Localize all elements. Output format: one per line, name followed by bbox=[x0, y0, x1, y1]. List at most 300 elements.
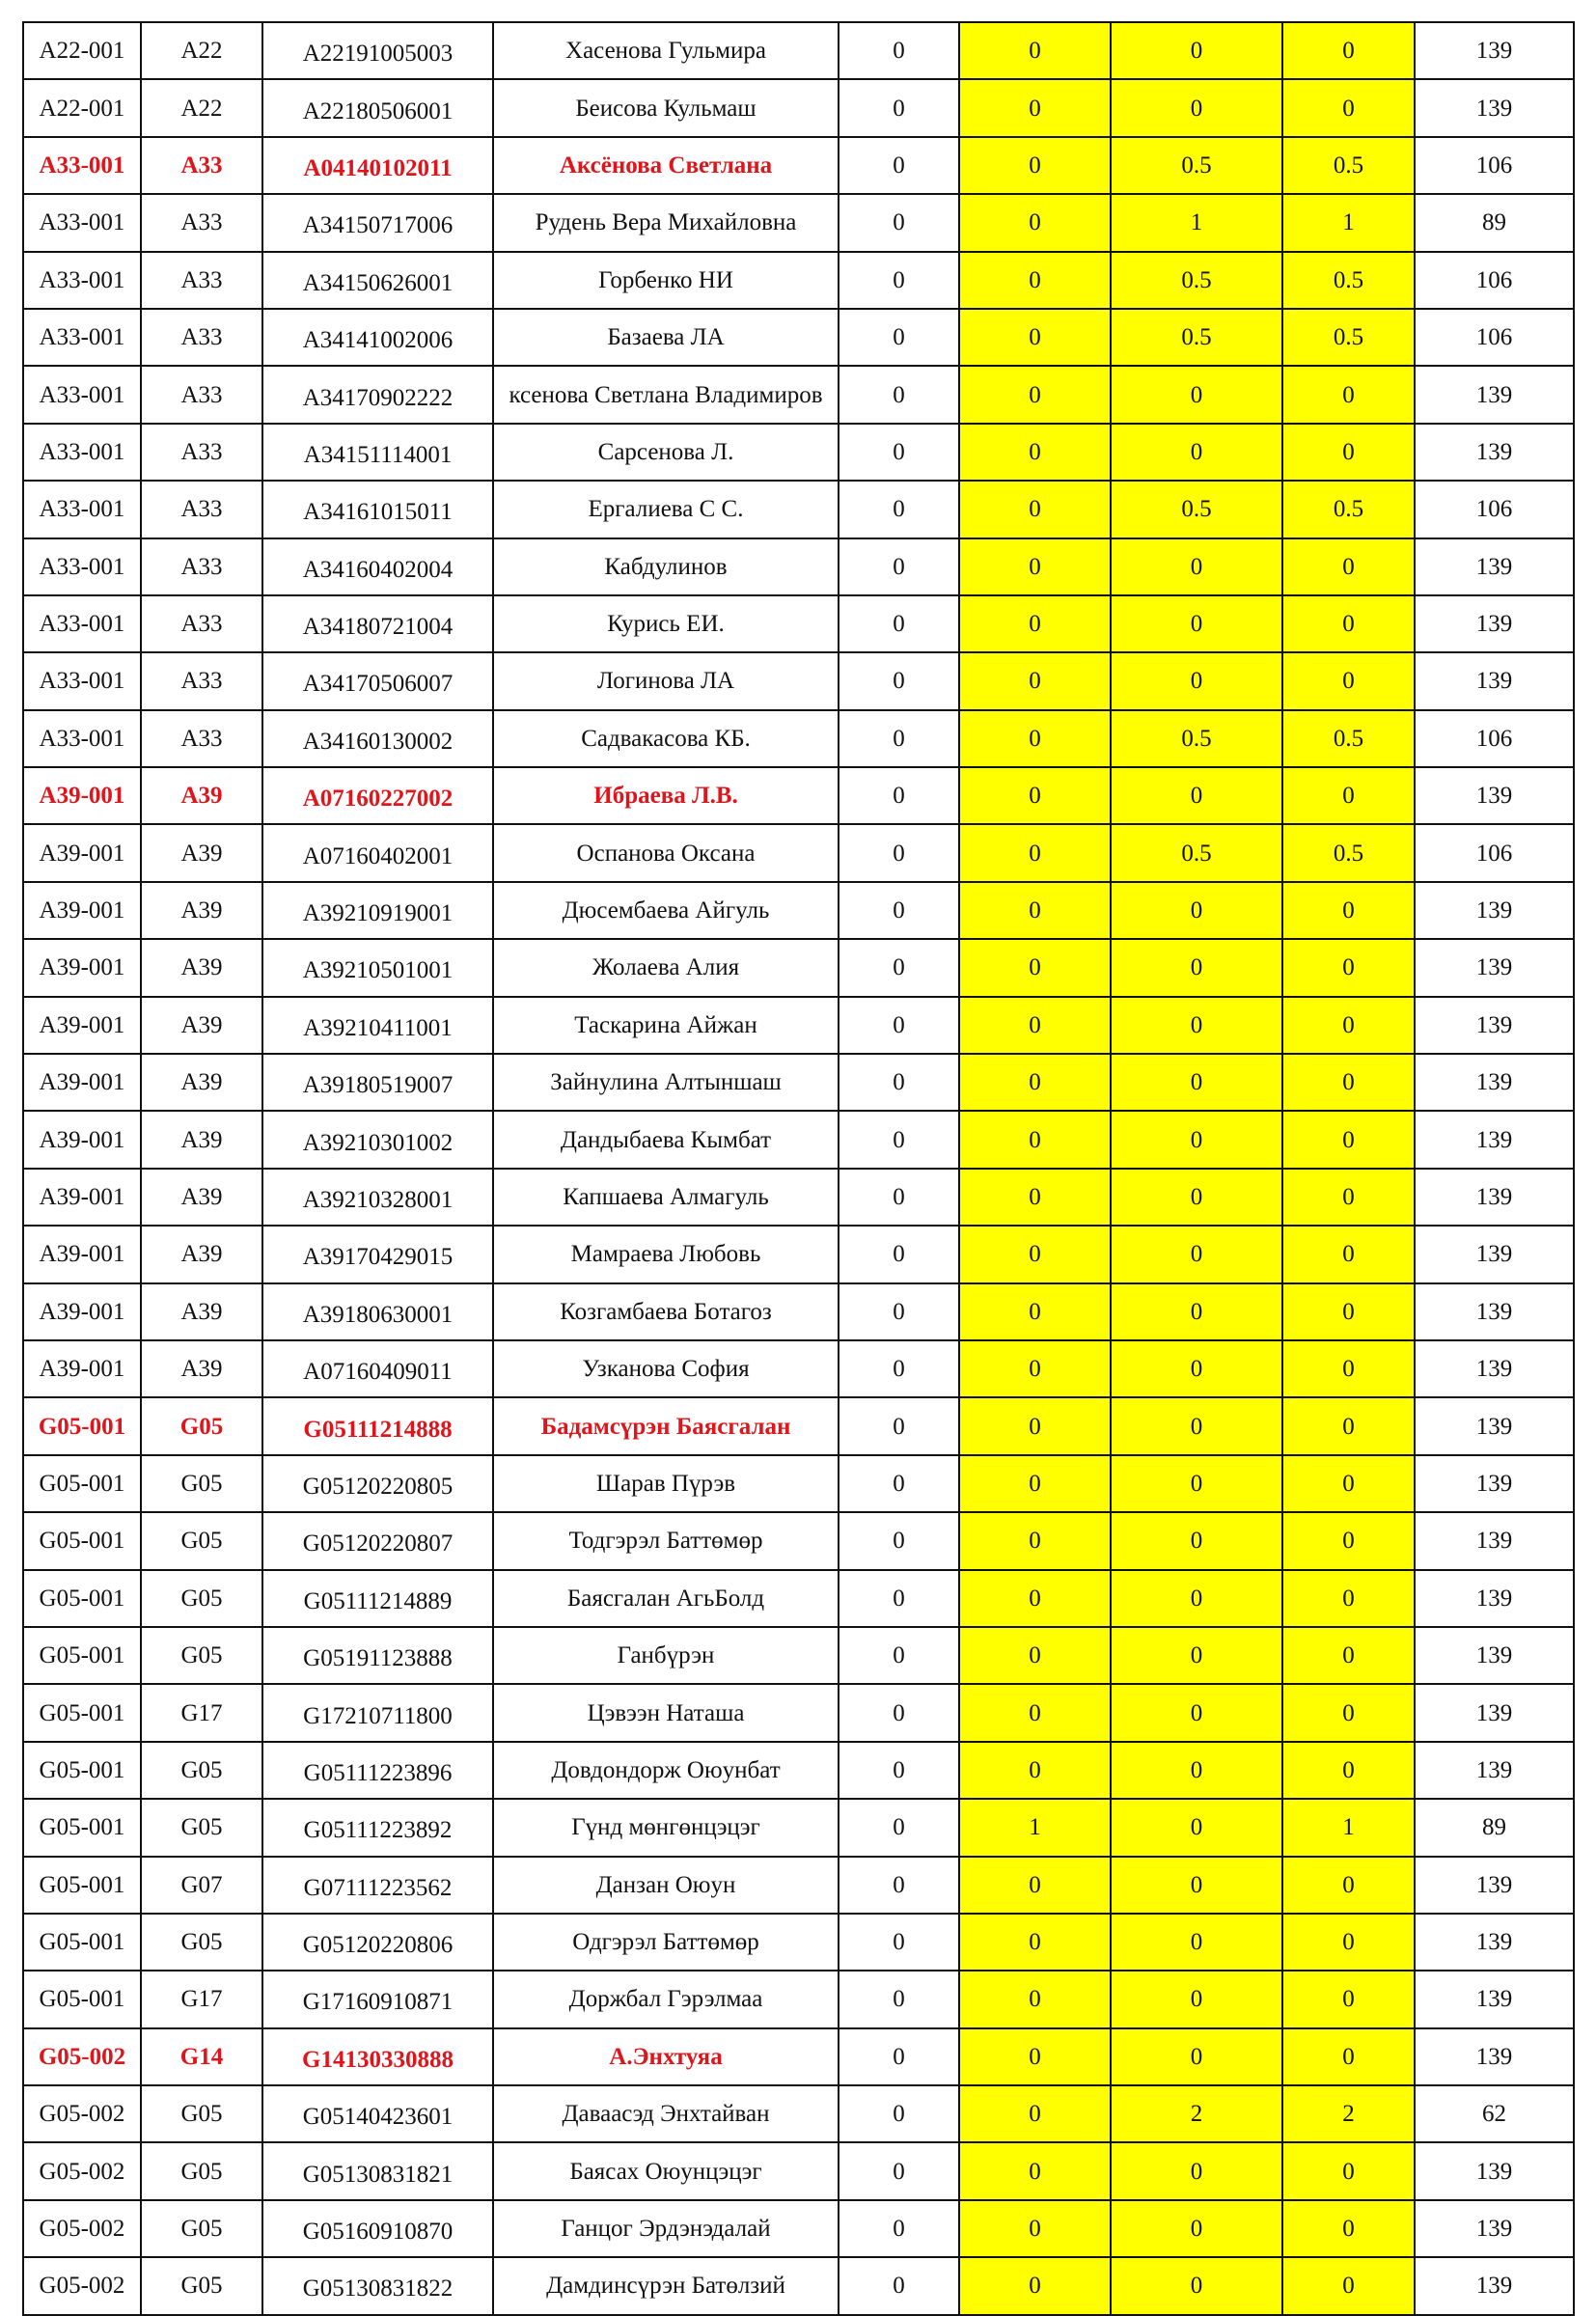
branch-code-cell: A39-001 bbox=[23, 1226, 141, 1282]
value-cell-4: 0 bbox=[1282, 595, 1415, 652]
branch-code-cell: G05-001 bbox=[23, 1455, 141, 1512]
total-cell: 106 bbox=[1415, 252, 1574, 309]
value-cell-4: 0 bbox=[1282, 1971, 1415, 2027]
member-id-cell: G05140423601 bbox=[262, 2085, 493, 2142]
branch-code-cell: A39-001 bbox=[23, 824, 141, 881]
value-cell-1: 0 bbox=[839, 309, 959, 366]
member-id-cell: G05160910870 bbox=[262, 2200, 493, 2257]
value-cell-2: 0 bbox=[959, 1627, 1111, 1684]
group-code-cell: A22 bbox=[141, 22, 262, 79]
table-row bbox=[23, 1111, 1574, 1168]
branch-code-cell: A33-001 bbox=[23, 309, 141, 366]
value-cell-4: 0 bbox=[1282, 424, 1415, 481]
total-cell: 139 bbox=[1415, 1283, 1574, 1340]
value-cell-1: 0 bbox=[839, 1512, 959, 1569]
value-cell-2: 0 bbox=[959, 1169, 1111, 1226]
value-cell-4: 0 bbox=[1282, 1169, 1415, 1226]
member-id-cell: G05120220805 bbox=[262, 1455, 493, 1512]
value-cell-3: 0.5 bbox=[1111, 309, 1282, 366]
value-cell-3: 0 bbox=[1111, 1054, 1282, 1111]
value-cell-1: 0 bbox=[839, 1914, 959, 1971]
member-name-cell: Беисова Кульмаш bbox=[493, 79, 839, 136]
member-id-cell: G05120220806 bbox=[262, 1914, 493, 1971]
value-cell-2: 0 bbox=[959, 79, 1111, 136]
value-cell-2: 0 bbox=[959, 1742, 1111, 1799]
value-cell-2: 0 bbox=[959, 424, 1111, 481]
value-cell-1: 0 bbox=[839, 1340, 959, 1397]
value-cell-3: 0.5 bbox=[1111, 824, 1282, 881]
table-row bbox=[23, 710, 1574, 767]
value-cell-4: 0 bbox=[1282, 1857, 1415, 1914]
value-cell-3: 0 bbox=[1111, 1799, 1282, 1856]
branch-code-cell: A33-001 bbox=[23, 252, 141, 309]
table-row bbox=[23, 1799, 1574, 1856]
data-table bbox=[22, 21, 1575, 2316]
total-cell: 139 bbox=[1415, 1570, 1574, 1627]
total-cell: 139 bbox=[1415, 595, 1574, 652]
value-cell-1: 0 bbox=[839, 366, 959, 423]
total-cell: 139 bbox=[1415, 1627, 1574, 1684]
branch-code-cell: G05-001 bbox=[23, 1857, 141, 1914]
branch-code-cell: A39-001 bbox=[23, 1283, 141, 1340]
group-code-cell: G05 bbox=[141, 1512, 262, 1569]
total-cell: 139 bbox=[1415, 1169, 1574, 1226]
total-cell: 139 bbox=[1415, 1684, 1574, 1741]
value-cell-2: 0 bbox=[959, 538, 1111, 595]
branch-code-cell: A33-001 bbox=[23, 194, 141, 251]
branch-code-cell: A22-001 bbox=[23, 22, 141, 79]
member-name-cell: Рудень Вера Михайловна bbox=[493, 194, 839, 251]
group-code-cell: G14 bbox=[141, 2028, 262, 2085]
table-row bbox=[23, 1340, 1574, 1397]
value-cell-2: 0 bbox=[959, 997, 1111, 1054]
value-cell-2: 0 bbox=[959, 309, 1111, 366]
value-cell-4: 0 bbox=[1282, 2200, 1415, 2257]
group-code-cell: A33 bbox=[141, 194, 262, 251]
value-cell-2: 0 bbox=[959, 194, 1111, 251]
value-cell-4: 0.5 bbox=[1282, 481, 1415, 538]
branch-code-cell: A39-001 bbox=[23, 1054, 141, 1111]
branch-code-cell: G05-001 bbox=[23, 1799, 141, 1856]
value-cell-3: 0 bbox=[1111, 1742, 1282, 1799]
member-name-cell: Козгамбаева Ботагоз bbox=[493, 1283, 839, 1340]
value-cell-3: 0 bbox=[1111, 997, 1282, 1054]
branch-code-cell: G05-002 bbox=[23, 2085, 141, 2142]
member-id-cell: G05111214889 bbox=[262, 1570, 493, 1627]
member-id-cell: G17160910871 bbox=[262, 1971, 493, 2027]
branch-code-cell: A33-001 bbox=[23, 652, 141, 709]
value-cell-4: 0 bbox=[1282, 1111, 1415, 1168]
table-row bbox=[23, 1226, 1574, 1282]
value-cell-1: 0 bbox=[839, 424, 959, 481]
value-cell-4: 0 bbox=[1282, 652, 1415, 709]
total-cell: 139 bbox=[1415, 1226, 1574, 1282]
member-name-cell: Кабдулинов bbox=[493, 538, 839, 595]
total-cell: 106 bbox=[1415, 710, 1574, 767]
value-cell-3: 0 bbox=[1111, 1971, 1282, 2027]
value-cell-2: 0 bbox=[959, 1283, 1111, 1340]
member-name-cell: Баясгалан АгьБолд bbox=[493, 1570, 839, 1627]
table-row bbox=[23, 1684, 1574, 1741]
member-name-cell: Капшаева Алмагуль bbox=[493, 1169, 839, 1226]
member-name-cell: Шарав Пүрэв bbox=[493, 1455, 839, 1512]
value-cell-1: 0 bbox=[839, 1054, 959, 1111]
member-name-cell: Садвакасова КБ. bbox=[493, 710, 839, 767]
value-cell-2: 0 bbox=[959, 1512, 1111, 1569]
table-row bbox=[23, 824, 1574, 881]
group-code-cell: A39 bbox=[141, 1340, 262, 1397]
value-cell-4: 0 bbox=[1282, 2257, 1415, 2314]
member-name-cell: Мамраева Любовь bbox=[493, 1226, 839, 1282]
value-cell-1: 0 bbox=[839, 2257, 959, 2314]
total-cell: 139 bbox=[1415, 79, 1574, 136]
value-cell-2: 0 bbox=[959, 2257, 1111, 2314]
value-cell-2: 0 bbox=[959, 2085, 1111, 2142]
value-cell-3: 0.5 bbox=[1111, 137, 1282, 194]
group-code-cell: G05 bbox=[141, 2085, 262, 2142]
group-code-cell: A39 bbox=[141, 939, 262, 996]
value-cell-2: 0 bbox=[959, 22, 1111, 79]
member-name-cell: Дандыбаева Кымбат bbox=[493, 1111, 839, 1168]
member-id-cell: G05130831821 bbox=[262, 2142, 493, 2199]
value-cell-3: 0 bbox=[1111, 366, 1282, 423]
value-cell-3: 0.5 bbox=[1111, 252, 1282, 309]
value-cell-3: 0 bbox=[1111, 1570, 1282, 1627]
value-cell-2: 0 bbox=[959, 1340, 1111, 1397]
value-cell-1: 0 bbox=[839, 137, 959, 194]
member-name-cell: Ганцог Эрдэнэдалай bbox=[493, 2200, 839, 2257]
value-cell-2: 0 bbox=[959, 767, 1111, 824]
member-name-cell: Тодгэрэл Баттөмөр bbox=[493, 1512, 839, 1569]
group-code-cell: G05 bbox=[141, 2200, 262, 2257]
value-cell-1: 0 bbox=[839, 1971, 959, 2027]
table-row bbox=[23, 252, 1574, 309]
total-cell: 139 bbox=[1415, 2257, 1574, 2314]
branch-code-cell: G05-001 bbox=[23, 1627, 141, 1684]
member-name-cell: Данзан Оюун bbox=[493, 1857, 839, 1914]
value-cell-3: 0 bbox=[1111, 1512, 1282, 1569]
group-code-cell: G17 bbox=[141, 1971, 262, 2027]
member-name-cell: Одгэрэл Баттөмөр bbox=[493, 1914, 839, 1971]
value-cell-2: 0 bbox=[959, 481, 1111, 538]
value-cell-3: 0 bbox=[1111, 1397, 1282, 1454]
branch-code-cell: A39-001 bbox=[23, 1111, 141, 1168]
value-cell-3: 0 bbox=[1111, 22, 1282, 79]
value-cell-1: 0 bbox=[839, 824, 959, 881]
branch-code-cell: A39-001 bbox=[23, 997, 141, 1054]
value-cell-4: 0 bbox=[1282, 1397, 1415, 1454]
member-id-cell: A39180519007 bbox=[262, 1054, 493, 1111]
member-id-cell: A39210501001 bbox=[262, 939, 493, 996]
group-code-cell: A22 bbox=[141, 79, 262, 136]
total-cell: 139 bbox=[1415, 1742, 1574, 1799]
value-cell-3: 0 bbox=[1111, 2200, 1282, 2257]
member-id-cell: G05111214888 bbox=[262, 1397, 493, 1454]
branch-code-cell: A33-001 bbox=[23, 137, 141, 194]
value-cell-3: 0 bbox=[1111, 1340, 1282, 1397]
value-cell-3: 1 bbox=[1111, 194, 1282, 251]
branch-code-cell: G05-001 bbox=[23, 1914, 141, 1971]
value-cell-1: 0 bbox=[839, 2142, 959, 2199]
group-code-cell: A39 bbox=[141, 767, 262, 824]
total-cell: 139 bbox=[1415, 424, 1574, 481]
value-cell-4: 0 bbox=[1282, 2142, 1415, 2199]
total-cell: 139 bbox=[1415, 1397, 1574, 1454]
value-cell-3: 0 bbox=[1111, 2257, 1282, 2314]
value-cell-3: 0 bbox=[1111, 1111, 1282, 1168]
value-cell-3: 0 bbox=[1111, 1684, 1282, 1741]
value-cell-3: 0 bbox=[1111, 1857, 1282, 1914]
member-name-cell: Логинова ЛА bbox=[493, 652, 839, 709]
total-cell: 139 bbox=[1415, 2028, 1574, 2085]
group-code-cell: G05 bbox=[141, 1455, 262, 1512]
value-cell-1: 0 bbox=[839, 997, 959, 1054]
value-cell-1: 0 bbox=[839, 2200, 959, 2257]
value-cell-2: 1 bbox=[959, 1799, 1111, 1856]
member-name-cell: Бадамсүрэн Баясгалан bbox=[493, 1397, 839, 1454]
value-cell-3: 0 bbox=[1111, 1283, 1282, 1340]
total-cell: 139 bbox=[1415, 538, 1574, 595]
group-code-cell: A33 bbox=[141, 652, 262, 709]
value-cell-2: 0 bbox=[959, 2028, 1111, 2085]
value-cell-3: 0 bbox=[1111, 538, 1282, 595]
value-cell-1: 0 bbox=[839, 595, 959, 652]
total-cell: 139 bbox=[1415, 2142, 1574, 2199]
value-cell-1: 0 bbox=[839, 22, 959, 79]
value-cell-2: 0 bbox=[959, 882, 1111, 939]
value-cell-3: 0 bbox=[1111, 767, 1282, 824]
table-row bbox=[23, 366, 1574, 423]
value-cell-4: 0 bbox=[1282, 1914, 1415, 1971]
branch-code-cell: A39-001 bbox=[23, 1340, 141, 1397]
member-name-cell: Доржбал Гэрэлмаа bbox=[493, 1971, 839, 2027]
member-name-cell: Ибраева Л.В. bbox=[493, 767, 839, 824]
group-code-cell: G05 bbox=[141, 1799, 262, 1856]
table-row bbox=[23, 1627, 1574, 1684]
total-cell: 106 bbox=[1415, 137, 1574, 194]
member-name-cell: Ганбүрэн bbox=[493, 1627, 839, 1684]
value-cell-1: 0 bbox=[839, 710, 959, 767]
member-id-cell: A07160227002 bbox=[262, 767, 493, 824]
value-cell-1: 0 bbox=[839, 882, 959, 939]
member-id-cell: G05191123888 bbox=[262, 1627, 493, 1684]
table-row bbox=[23, 1397, 1574, 1454]
value-cell-1: 0 bbox=[839, 1397, 959, 1454]
total-cell: 106 bbox=[1415, 481, 1574, 538]
value-cell-4: 0 bbox=[1282, 366, 1415, 423]
branch-code-cell: A33-001 bbox=[23, 366, 141, 423]
value-cell-2: 0 bbox=[959, 366, 1111, 423]
table-row bbox=[23, 1570, 1574, 1627]
group-code-cell: A39 bbox=[141, 824, 262, 881]
value-cell-4: 1 bbox=[1282, 1799, 1415, 1856]
value-cell-1: 0 bbox=[839, 538, 959, 595]
group-code-cell: G05 bbox=[141, 1627, 262, 1684]
total-cell: 139 bbox=[1415, 366, 1574, 423]
total-cell: 139 bbox=[1415, 997, 1574, 1054]
value-cell-1: 0 bbox=[839, 1283, 959, 1340]
member-id-cell: G14130330888 bbox=[262, 2028, 493, 2085]
group-code-cell: G05 bbox=[141, 1570, 262, 1627]
value-cell-3: 0 bbox=[1111, 1455, 1282, 1512]
value-cell-1: 0 bbox=[839, 1742, 959, 1799]
member-name-cell: Ергалиева С С. bbox=[493, 481, 839, 538]
branch-code-cell: G05-001 bbox=[23, 1570, 141, 1627]
group-code-cell: A33 bbox=[141, 481, 262, 538]
value-cell-4: 0.5 bbox=[1282, 252, 1415, 309]
table-body bbox=[23, 22, 1574, 2315]
branch-code-cell: G05-001 bbox=[23, 1971, 141, 2027]
member-name-cell: Аксёнова Светлана bbox=[493, 137, 839, 194]
branch-code-cell: A33-001 bbox=[23, 538, 141, 595]
value-cell-1: 0 bbox=[839, 481, 959, 538]
table-row bbox=[23, 1054, 1574, 1111]
value-cell-4: 0.5 bbox=[1282, 309, 1415, 366]
value-cell-4: 0 bbox=[1282, 1684, 1415, 1741]
member-id-cell: A39210919001 bbox=[262, 882, 493, 939]
member-name-cell: Оспанова Оксана bbox=[493, 824, 839, 881]
group-code-cell: A33 bbox=[141, 595, 262, 652]
table-row bbox=[23, 2028, 1574, 2085]
member-name-cell: Цэвээн Наташа bbox=[493, 1684, 839, 1741]
value-cell-2: 0 bbox=[959, 1054, 1111, 1111]
value-cell-2: 0 bbox=[959, 1971, 1111, 2027]
value-cell-3: 0 bbox=[1111, 652, 1282, 709]
value-cell-4: 0 bbox=[1282, 538, 1415, 595]
table-row bbox=[23, 1914, 1574, 1971]
value-cell-4: 0 bbox=[1282, 882, 1415, 939]
value-cell-3: 0 bbox=[1111, 2028, 1282, 2085]
branch-code-cell: A22-001 bbox=[23, 79, 141, 136]
table-row bbox=[23, 1455, 1574, 1512]
table-row bbox=[23, 2200, 1574, 2257]
member-id-cell: A39210301002 bbox=[262, 1111, 493, 1168]
branch-code-cell: G05-002 bbox=[23, 2257, 141, 2314]
value-cell-4: 0 bbox=[1282, 1283, 1415, 1340]
value-cell-4: 2 bbox=[1282, 2085, 1415, 2142]
value-cell-1: 0 bbox=[839, 1111, 959, 1168]
value-cell-1: 0 bbox=[839, 1799, 959, 1856]
branch-code-cell: G05-001 bbox=[23, 1742, 141, 1799]
table-row bbox=[23, 1742, 1574, 1799]
table-row bbox=[23, 1857, 1574, 1914]
member-id-cell: G05120220807 bbox=[262, 1512, 493, 1569]
value-cell-3: 0.5 bbox=[1111, 710, 1282, 767]
member-id-cell: A39210328001 bbox=[262, 1169, 493, 1226]
member-id-cell: A07160409011 bbox=[262, 1340, 493, 1397]
value-cell-1: 0 bbox=[839, 767, 959, 824]
branch-code-cell: G05-002 bbox=[23, 2142, 141, 2199]
total-cell: 139 bbox=[1415, 652, 1574, 709]
table-row bbox=[23, 767, 1574, 824]
table-row bbox=[23, 79, 1574, 136]
table-row bbox=[23, 997, 1574, 1054]
member-name-cell: Узканова София bbox=[493, 1340, 839, 1397]
group-code-cell: A33 bbox=[141, 366, 262, 423]
value-cell-4: 1 bbox=[1282, 194, 1415, 251]
value-cell-1: 0 bbox=[839, 1684, 959, 1741]
member-id-cell: A34150717006 bbox=[262, 194, 493, 251]
value-cell-4: 0 bbox=[1282, 997, 1415, 1054]
total-cell: 139 bbox=[1415, 22, 1574, 79]
value-cell-2: 0 bbox=[959, 1857, 1111, 1914]
table-row bbox=[23, 939, 1574, 996]
member-name-cell: Таскарина Айжан bbox=[493, 997, 839, 1054]
total-cell: 89 bbox=[1415, 1799, 1574, 1856]
value-cell-4: 0 bbox=[1282, 79, 1415, 136]
value-cell-4: 0 bbox=[1282, 939, 1415, 996]
branch-code-cell: A39-001 bbox=[23, 882, 141, 939]
member-id-cell: A22191005003 bbox=[262, 22, 493, 79]
branch-code-cell: A33-001 bbox=[23, 710, 141, 767]
value-cell-1: 0 bbox=[839, 252, 959, 309]
total-cell: 89 bbox=[1415, 194, 1574, 251]
group-code-cell: A33 bbox=[141, 424, 262, 481]
member-id-cell: A34151114001 bbox=[262, 424, 493, 481]
total-cell: 139 bbox=[1415, 1512, 1574, 1569]
value-cell-3: 0 bbox=[1111, 882, 1282, 939]
value-cell-3: 0.5 bbox=[1111, 481, 1282, 538]
value-cell-1: 0 bbox=[839, 2085, 959, 2142]
member-name-cell: Хасенова Гульмира bbox=[493, 22, 839, 79]
value-cell-3: 0 bbox=[1111, 1914, 1282, 1971]
group-code-cell: G05 bbox=[141, 1397, 262, 1454]
table-row bbox=[23, 1169, 1574, 1226]
table-row bbox=[23, 595, 1574, 652]
value-cell-2: 0 bbox=[959, 252, 1111, 309]
group-code-cell: A33 bbox=[141, 309, 262, 366]
member-id-cell: A34161015011 bbox=[262, 481, 493, 538]
value-cell-4: 0 bbox=[1282, 1455, 1415, 1512]
member-id-cell: G07111223562 bbox=[262, 1857, 493, 1914]
member-name-cell: Дамдинсүрэн Батөлзий bbox=[493, 2257, 839, 2314]
member-id-cell: A34180721004 bbox=[262, 595, 493, 652]
table-row bbox=[23, 137, 1574, 194]
value-cell-4: 0.5 bbox=[1282, 710, 1415, 767]
table-row bbox=[23, 2142, 1574, 2199]
member-id-cell: A34160130002 bbox=[262, 710, 493, 767]
group-code-cell: G17 bbox=[141, 1684, 262, 1741]
value-cell-1: 0 bbox=[839, 79, 959, 136]
member-name-cell: Горбенко НИ bbox=[493, 252, 839, 309]
total-cell: 139 bbox=[1415, 1111, 1574, 1168]
member-id-cell: A22180506001 bbox=[262, 79, 493, 136]
value-cell-3: 0 bbox=[1111, 1627, 1282, 1684]
group-code-cell: A39 bbox=[141, 882, 262, 939]
value-cell-4: 0 bbox=[1282, 22, 1415, 79]
total-cell: 139 bbox=[1415, 1971, 1574, 2027]
total-cell: 139 bbox=[1415, 882, 1574, 939]
branch-code-cell: G05-001 bbox=[23, 1512, 141, 1569]
value-cell-4: 0 bbox=[1282, 1226, 1415, 1282]
total-cell: 139 bbox=[1415, 1914, 1574, 1971]
group-code-cell: G05 bbox=[141, 2142, 262, 2199]
value-cell-2: 0 bbox=[959, 1397, 1111, 1454]
member-id-cell: A34141002006 bbox=[262, 309, 493, 366]
total-cell: 62 bbox=[1415, 2085, 1574, 2142]
value-cell-2: 0 bbox=[959, 137, 1111, 194]
table-row bbox=[23, 309, 1574, 366]
table-row bbox=[23, 2257, 1574, 2314]
total-cell: 139 bbox=[1415, 1054, 1574, 1111]
total-cell: 106 bbox=[1415, 824, 1574, 881]
member-id-cell: A34170902222 bbox=[262, 366, 493, 423]
member-id-cell: A39170429015 bbox=[262, 1226, 493, 1282]
member-id-cell: A07160402001 bbox=[262, 824, 493, 881]
member-id-cell: A34170506007 bbox=[262, 652, 493, 709]
value-cell-3: 0 bbox=[1111, 939, 1282, 996]
table-row bbox=[23, 538, 1574, 595]
